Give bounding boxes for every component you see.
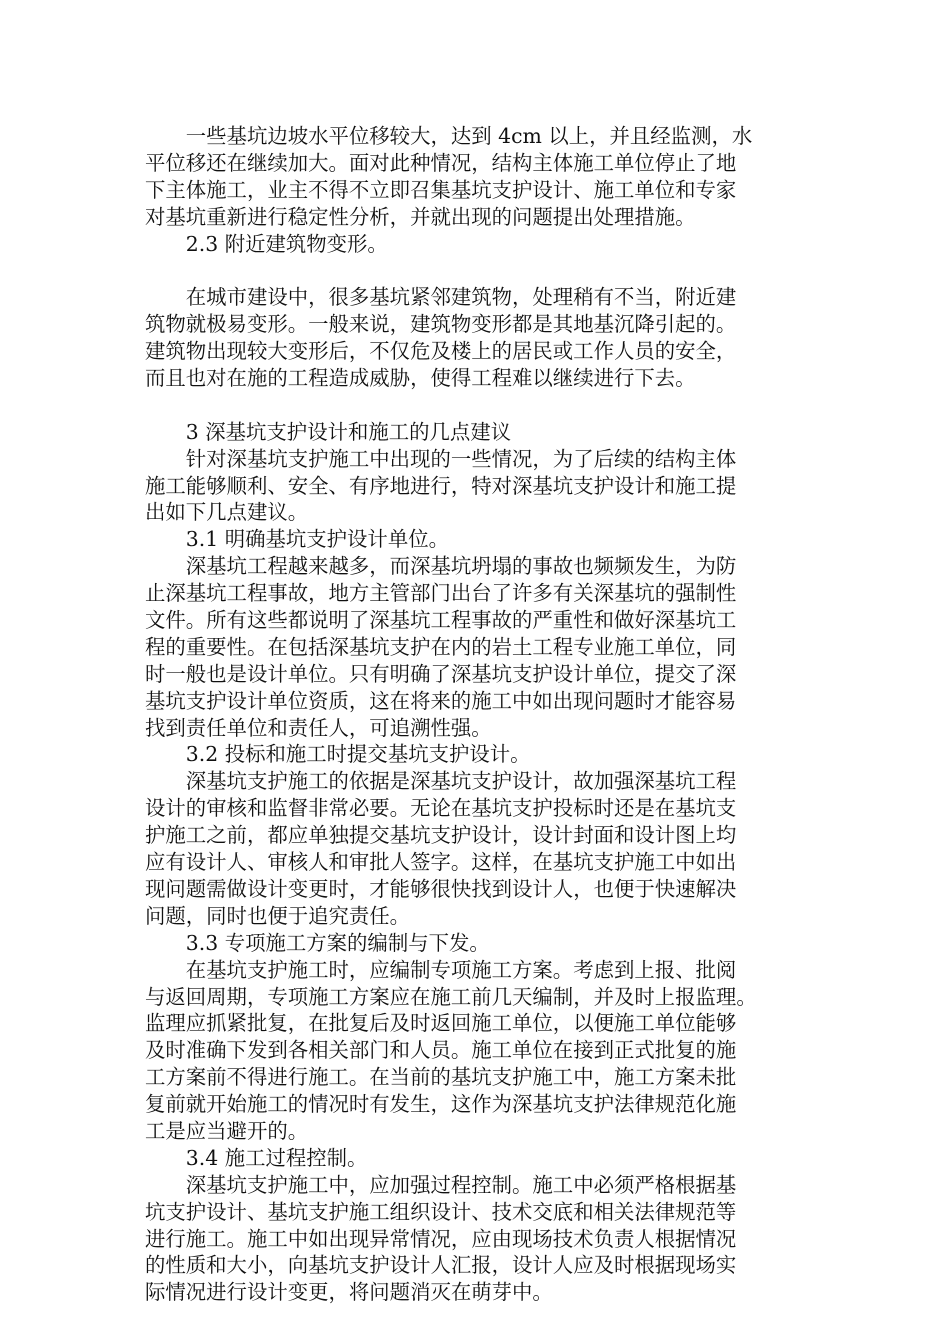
heading-line: 3.1 明确基坑支护设计单位。	[145, 527, 449, 552]
text-line: 基坑支护设计单位资质，这在将来的施工中如出现问题时才能容易	[145, 688, 737, 713]
text-line: 一些基坑边坡水平位移较大，达到 4cm 以上，并且经监测，水	[145, 124, 753, 148]
text-line: 而且也对在施的工程造成威胁，使得工程难以继续进行下去。	[145, 366, 696, 391]
document-page	[145, 123, 805, 1306]
text-line: 对基坑重新进行稳定性分析，并就出现的问题提出处理措施。	[145, 204, 696, 229]
heading-line: 3 深基坑支护设计和施工的几点建议	[145, 419, 512, 444]
text-line: 进行施工。施工中如出现异常情况，应由现场技术负责人根据情况	[145, 1226, 737, 1251]
paragraph-design-unit	[145, 553, 805, 741]
section-heading-3	[145, 419, 805, 446]
text-line: 在城市建设中，很多基坑紧邻建筑物，处理稍有不当，附近建	[145, 285, 737, 310]
paragraph-submit-design	[145, 768, 805, 929]
text-line: 问题，同时也便于追究责任。	[145, 903, 411, 928]
heading-line: 2.3 附近建筑物变形。	[145, 231, 388, 256]
blank-line	[145, 392, 805, 419]
paragraph-slope-displacement	[145, 123, 805, 231]
text-line: 下主体施工，业主不得不立即召集基坑支护设计、施工单位和专家	[145, 177, 737, 202]
text-line: 找到责任单位和责任人，可追溯性强。	[145, 715, 492, 740]
text-line: 工方案前不得进行施工。在当前的基坑支护施工中，施工方案未批	[145, 1065, 737, 1090]
text-line: 在基坑支护施工时，应编制专项施工方案。考虑到上报、批阅	[145, 957, 737, 982]
text-line: 深基坑支护施工的依据是深基坑支护设计，故加强深基坑工程	[145, 769, 737, 794]
text-line: 文件。所有这些都说明了深基坑工程事故的严重性和做好深基坑工	[145, 608, 737, 633]
text-line: 程的重要性。在包括深基坑支护在内的岩土工程专业施工单位，同	[145, 634, 737, 659]
text-line: 平位移还在继续加大。面对此种情况，结构主体施工单位停止了地	[145, 150, 737, 175]
text-line: 建筑物出现较大变形后，不仅危及楼上的居民或工作人员的安全，	[145, 339, 737, 364]
section-heading-3-2	[145, 741, 805, 768]
text-line: 及时准确下发到各相关部门和人员。施工单位在接到正式批复的施	[145, 1038, 737, 1063]
heading-line: 3.4 施工过程控制。	[145, 1145, 368, 1170]
text-line: 应有设计人、审核人和审批人签字。这样，在基坑支护施工中如出	[145, 850, 737, 875]
text-line: 现问题需做设计变更时，才能够很快找到设计人，也便于快速解决	[145, 876, 737, 901]
paragraph-process-control	[145, 1172, 805, 1306]
text-line: 深基坑支护施工中，应加强过程控制。施工中必须严格根据基	[145, 1172, 737, 1197]
paragraph-construction-plan	[145, 957, 805, 1145]
text-line: 与返回周期，专项施工方案应在施工前几天编制，并及时上报监理。	[145, 984, 757, 1009]
text-line: 际情况进行设计变更，将问题消灭在萌芽中。	[145, 1280, 553, 1305]
blank-line	[145, 257, 805, 284]
text-line: 施工能够顺利、安全、有序地进行，特对深基坑支护设计和施工提	[145, 473, 737, 498]
section-heading-3-4	[145, 1145, 805, 1172]
text-line: 监理应抓紧批复，在批复后及时返回施工单位，以便施工单位能够	[145, 1011, 737, 1036]
heading-line: 3.2 投标和施工时提交基坑支护设计。	[145, 742, 531, 767]
text-line: 坑支护设计、基坑支护施工组织设计、技术交底和相关法律规范等	[145, 1199, 737, 1224]
paragraph-building-deformation	[145, 284, 805, 392]
section-heading-3-1	[145, 526, 805, 553]
text-line: 止深基坑工程事故，地方主管部门出台了许多有关深基坑的强制性	[145, 581, 737, 606]
text-line: 针对深基坑支护施工中出现的一些情况，为了后续的结构主体	[145, 446, 737, 471]
text-line: 出如下几点建议。	[145, 500, 309, 525]
text-line: 的性质和大小，向基坑支护设计人汇报，设计人应及时根据现场实	[145, 1253, 737, 1278]
text-line: 护施工之前，都应单独提交基坑支护设计，设计封面和设计图上均	[145, 823, 737, 848]
section-heading-3-3	[145, 930, 805, 957]
text-line: 设计的审核和监督非常必要。无论在基坑支护投标时还是在基坑支	[145, 796, 737, 821]
heading-line: 3.3 专项施工方案的编制与下发。	[145, 930, 490, 955]
paragraph-suggestions-intro	[145, 446, 805, 527]
text-line: 深基坑工程越来越多，而深基坑坍塌的事故也频频发生，为防	[145, 554, 737, 579]
text-line: 复前就开始施工的情况时有发生，这作为深基坑支护法律规范化施	[145, 1092, 737, 1117]
section-heading-2-3	[145, 231, 805, 258]
text-line: 时一般也是设计单位。只有明确了深基坑支护设计单位，提交了深	[145, 661, 737, 686]
text-line: 工是应当避开的。	[145, 1118, 309, 1143]
text-line: 筑物就极易变形。一般来说，建筑物变形都是其地基沉降引起的。	[145, 312, 737, 337]
